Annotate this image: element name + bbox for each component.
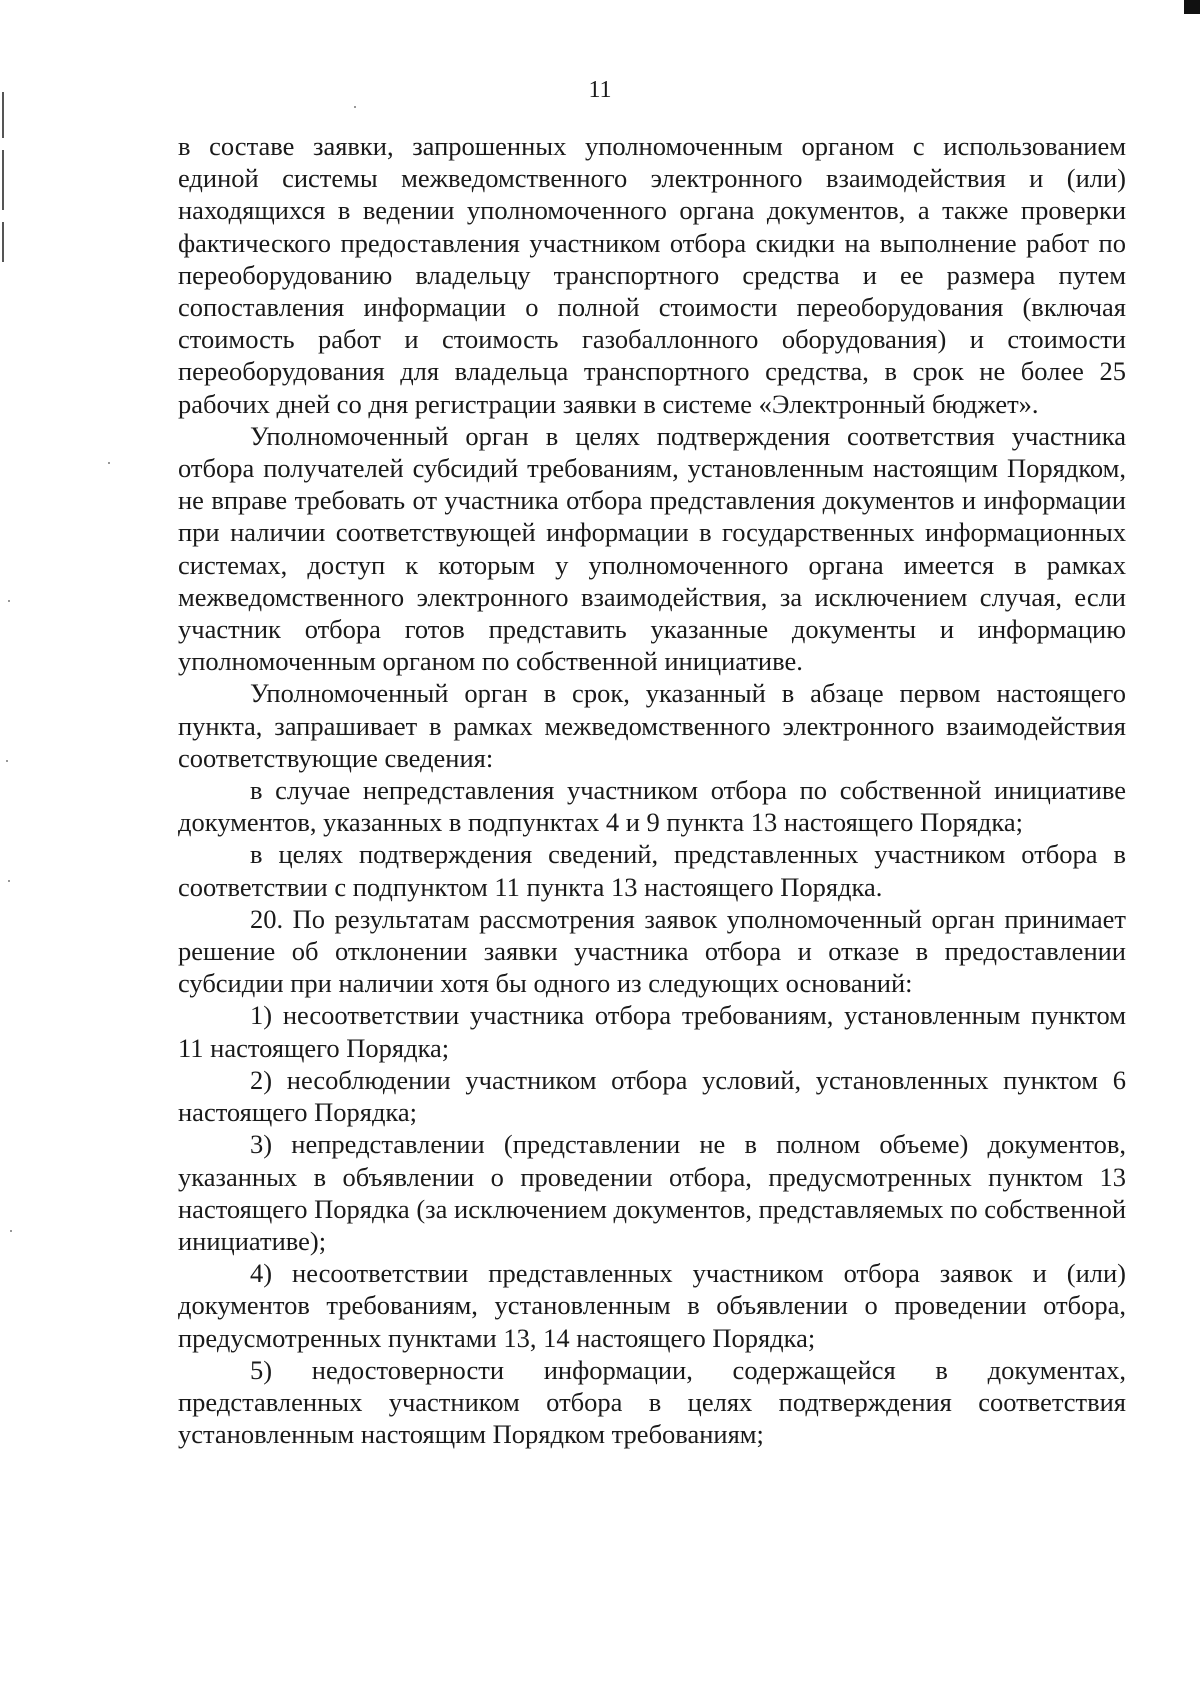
scan-corner-mark <box>1184 0 1200 14</box>
scan-speck <box>8 880 10 882</box>
list-item: 3) непредставлении (представлении не в полном объеме) документов, указанных в объявлении о проведении отбора, предусмотренных пунктом 13 настоящего Порядка (за исключением документов, представляемых по собственной инициативе); <box>178 1129 1126 1256</box>
scan-edge-mark <box>2 92 4 138</box>
paragraph: в случае непредставления участником отбора по собственной инициативе документов, указанных в подпунктах 4 и 9 пункта 13 настоящего Порядка; <box>178 775 1126 838</box>
scan-speck <box>6 760 8 762</box>
scan-edge-mark <box>2 150 4 210</box>
list-item: 2) несоблюдении участником отбора условий, установленных пунктом 6 настоящего Порядка; <box>178 1064 1126 1128</box>
paragraph: 20. По результатам рассмотрения заявок уполномоченный орган принимает решение об отклонении заявки участника отбора и отказе в предоставлении субсидии при наличии хотя бы одного из следующих оснований: <box>178 903 1126 999</box>
list-item: 5) недостоверности информации, содержащейся в документах, представленных участником отбора в целях подтверждения соответствия установленным настоящим Порядком требованиям; <box>178 1354 1126 1450</box>
scan-speck <box>108 462 110 464</box>
paragraph: в целях подтверждения сведений, представленных участником отбора в соответствии с подпунктом 11 пункта 13 настоящего Порядка. <box>178 839 1126 902</box>
scan-speck <box>10 1230 12 1232</box>
list-item: 4) несоответствии представленных участником отбора заявок и (или) документов требованиям, установленным в объявлении о проведении отбора, предусмотренных пунктами 13, 14 настоящего Порядка; <box>178 1258 1126 1353</box>
scan-speck <box>8 600 10 602</box>
page-number: 11 <box>588 77 612 103</box>
paragraph: Уполномоченный орган в срок, указанный в абзаце первом настоящего пункта, запрашивает в рамках межведомственного электронного взаимодействия соответствующие сведения: <box>178 678 1126 773</box>
scan-speck <box>354 106 356 108</box>
list-item: 1) несоответствии участника отбора требованиям, установленным пунктом 11 настоящего Порядка; <box>178 1000 1126 1063</box>
document-body <box>178 130 1126 1450</box>
paragraph: Уполномоченный орган в целях подтверждения соответствия участника отбора получателей субсидий требованиям, установленным настоящим Порядком, не вправе требовать от участника отбора представления документов и информации при наличии соответствующей информации в государственных информационных системах, доступ к которым у уполномоченного органа имеется в рамках межведомственного электронного взаимодействия, за исключением случая, если участник отбора готов представить указанные документы и информацию уполномоченным органом по собственной инициативе. <box>178 420 1126 677</box>
scan-edge-mark <box>2 222 4 262</box>
paragraph: в составе заявки, запрошенных уполномоченным органом с использованием единой системы межведомственного электронного взаимодействия и (или) находящихся в ведении уполномоченного органа документов, а также проверки фактического предоставления участником отбора скидки на выполнение работ по переоборудованию владельцу транспортного средства и ее размера путем сопоставления информации о полной стоимости переоборудования (включая стоимость работ и стоимость газобаллонного оборудования) и стоимости переоборудования для владельца транспортного средства, в срок не более 25 рабочих дней со дня регистрации заявки в системе «Электронный бюджет». <box>178 131 1126 419</box>
